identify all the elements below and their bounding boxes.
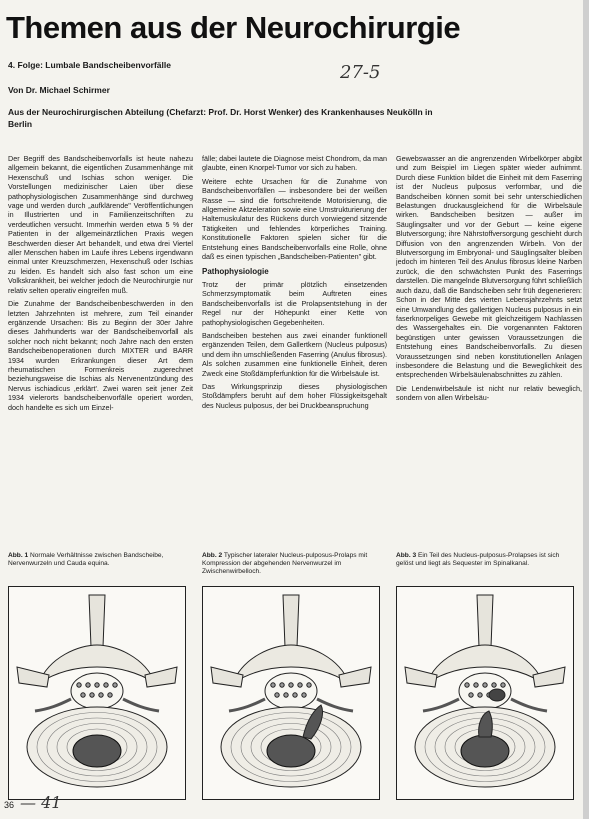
nerve-root	[35, 699, 71, 711]
spinous-process	[283, 595, 299, 647]
cauda-equina-fiber	[113, 683, 117, 687]
cauda-equina-fiber	[81, 693, 85, 697]
cauda-equina-fiber	[465, 683, 469, 687]
figure-caption-text: Normale Verhältnisse zwischen Bandscheibe, Nervenwurzeln und Cauda equina.	[8, 552, 164, 568]
transverse-process	[211, 667, 243, 687]
figure-label: Abb. 2	[202, 552, 223, 559]
paragraph: fälle; dabei lautete die Diagnose meist Chondrom, da man glaubte, einen Knorpel-Tumor vor sich zu haben.	[202, 154, 387, 173]
paragraph: Bandscheiben bestehen aus zwei einander funktionell ergänzenden Teilen, dem Gallertkern (Nucleus pulposus) und dem ihn umschließenden Faserring (Anulus fibrosus). Als solchen zusammen eine funktionelle Einheit, deren Zweck eine Stoßdämpferfunktion für die Wirbelsäule ist.	[202, 330, 387, 378]
nerve-root	[123, 699, 159, 711]
cauda-equina-fiber	[95, 683, 99, 687]
vertebra-drawing	[9, 587, 185, 799]
transverse-process	[533, 667, 565, 687]
paragraph: Weitere echte Ursachen für die Zunahme von Bandscheibenvorfällen — insbesondere bei der weißen Rasse — sind die fortschreitende Motorisierung, die allgemeine Aktzeleration sowie eine Umstrukturierung der Haltemuskulatur des Rückens durch vorwiegend sitzende Tätigkeiten und fehlendes körperliches Training. Konstitutionelle Faktoren spielen sicher für die Entstehung eines Bandscheibenvorfalls eine Rolle, ohne daß es einen typischen „Bandscheiben-Patienten" gibt.	[202, 176, 387, 262]
transverse-process	[145, 667, 177, 687]
figure-1	[8, 552, 188, 800]
nucleus-pulposus	[461, 735, 509, 767]
cauda-equina-fiber	[298, 683, 302, 687]
cauda-equina-fiber	[104, 683, 108, 687]
cauda-equina-fiber	[284, 693, 288, 697]
paragraph: Gewebswasser an die angrenzenden Wirbelkörper abgibt und zum Beispiel im Liegen später wieder aufnimmt. Durch diese Funktion bildet die Einheit mit dem Faserring ist der Nucleus pulposus verformbar, und die Bandscheiben können somit bei sehr unterschiedlichen Belastungen druckausgleichend für die Wirbelsäule wirken. Bandscheiben besitzen — außer im Säuglingsalter und vor der Geburt — keine eigene Blutversorgung; ihre Nährstoffversorgung geschieht durch Diffusion von den angrenzenden Wirbeln. Von der Blutversorgung im Embryonal- und Säuglingsalter bleiben jedoch im hinteren Teil des Anulus fibrosus kleine Narben zurück, die den schwächsten Punkt des Faserrings darstellen. Die mangelnde Blutversorgung führt schließlich auch dazu, daß die Bandscheiben sehr früh degenerieren: Schon in der Mitte des vierten Lebensjahrzehnts setzt eine Umwandlung des gallertigen Nucleus pulposus in ein faserknorpeliges Gewebe mit gleichzeitigem Nachlassen des Wassergehaltes ein. Die vorgenannten Faktoren begünstigen unter gewissen Voraussetzungen die Entstehung eines Bandscheibenvorfalls. Zu diesen Voraussetzungen sind neben konstitutionellen Anlagen insbesondere die Belastung und die Beweglichkeit des entsprechenden Wirbelsäulenabschnittes zu zählen.	[396, 154, 582, 380]
nucleus-pulposus	[267, 735, 315, 767]
author-line: Von Dr. Michael Schirmer	[8, 85, 110, 95]
figure-3	[396, 552, 576, 800]
cauda-equina-fiber	[77, 683, 81, 687]
handwritten-note: 27-5	[340, 62, 381, 83]
spinous-process	[477, 595, 493, 647]
figure-caption-text: Typischer lateraler Nucleus-pulposus-Prolaps mit Kompression der abgehenden Nervenwurzel im Zwischenwirbelloch.	[202, 552, 368, 576]
page-number: 36	[4, 800, 15, 810]
nucleus-pulposus	[73, 735, 121, 767]
cauda-equina-fiber	[469, 693, 473, 697]
cauda-equina-fiber	[275, 693, 279, 697]
paragraph: Die Zunahme der Bandscheibenbeschwerden in den letzten Jahrzehnten ist mehrere, zum Teil einander ergänzende Ursachen: Bis zu Beginn der 30er Jahre dieses Jahrhunderts war der Bandscheibenvorfall als solcher noch nicht bekannt; noch Jahre nach den ersten Bandscheibenoperationen durch MIXTER und BARR 1934 wurden Erkrankungen dieser Art dem rheumatischen Formenkreis zugerechnet beziehungsweise die Ischias als Nervenentzündung des Nervus ischiadicus ‚erklärt'. Zwei waren seit jener Zeit 1934 vielerorts bandscheibenvorfälle operiert worden, doch handelte es sich um Einzel-	[8, 299, 193, 412]
spine-illustration	[8, 586, 186, 800]
cauda-equina-fiber	[108, 693, 112, 697]
cauda-equina-fiber	[280, 683, 284, 687]
vertebra-drawing	[397, 587, 573, 799]
text-column-1	[8, 154, 193, 526]
figure-caption	[202, 552, 382, 586]
sequester	[489, 689, 505, 701]
cauda-equina-fiber	[478, 693, 482, 697]
spinous-process	[89, 595, 105, 647]
paragraph: Trotz der primär plötzlich einsetzenden Schmerzsymptomatik beim Auftreten eines Bandscheibenvorfalls ist die Prolapsentstehung in der Regel nur der Höhepunkt einer Kette von pathophysiologischen Gegebenheiten.	[202, 279, 387, 327]
transverse-process	[405, 667, 437, 687]
article-title: Themen aus der Neurochirurgie	[6, 10, 461, 45]
section-heading: Pathophysiologie	[202, 267, 269, 277]
cauda-equina-fiber	[271, 683, 275, 687]
paragraph: Das Wirkungsprinzip dieses physiologischen Stoßdämpfers beruht auf dem hoher Flüssigkeitsgehalt des Nucleus pulposus, der bei Druckbeanspruchung	[202, 381, 387, 410]
cauda-equina-fiber	[90, 693, 94, 697]
handwritten-page-mark: — 41	[20, 793, 62, 812]
figure-2	[202, 552, 382, 800]
spinal-canal	[265, 673, 317, 709]
cauda-equina-fiber	[293, 693, 297, 697]
nerve-root	[423, 699, 459, 711]
series-subtitle: 4. Folge: Lumbale Bandscheibenvorfälle	[8, 60, 171, 70]
figure-label: Abb. 1	[8, 552, 29, 559]
cauda-equina-fiber	[99, 693, 103, 697]
cauda-equina-fiber	[474, 683, 478, 687]
nerve-root	[229, 699, 265, 711]
spine-illustration	[202, 586, 380, 800]
spine-illustration	[396, 586, 574, 800]
figure-caption	[396, 552, 576, 586]
vertebra-drawing	[203, 587, 379, 799]
text-column-2	[202, 154, 387, 526]
cauda-equina-fiber	[86, 683, 90, 687]
figure-caption	[8, 552, 188, 586]
figure-label: Abb. 3	[396, 552, 417, 559]
cauda-equina-fiber	[492, 683, 496, 687]
nerve-root	[511, 699, 547, 711]
affiliation: Aus der Neurochirurgischen Abteilung (Chefarzt: Prof. Dr. Horst Wenker) des Krankenhauses Neukölln in Berlin	[8, 107, 433, 129]
cauda-equina-fiber	[302, 693, 306, 697]
cauda-equina-fiber	[501, 683, 505, 687]
cauda-equina-fiber	[307, 683, 311, 687]
spinal-canal	[71, 673, 123, 709]
figure-caption-text: Ein Teil des Nucleus-pulposus-Prolapses ist sich gelöst und liegt als Sequester im Spinalkanal.	[396, 552, 560, 568]
scan-edge	[583, 0, 589, 819]
cauda-equina-fiber	[483, 683, 487, 687]
paragraph: Die Lendenwirbelsäule ist nicht nur relativ beweglich, sondern von allen Wirbelsäu-	[396, 383, 582, 403]
cauda-equina-fiber	[289, 683, 293, 687]
paragraph: Der Begriff des Bandscheibenvorfalls ist heute nahezu allgemein bekannt, die eigentlichen Zusammenhänge mit Hexenschuß und Ischias schon weniger. Die Vorstellungen medizinischer Laien über diese pathophysiologischen Zusammenhänge sind durchweg vage und werden durch „aufklärende" Veröffentlichungen in Illustrierten und in Familienzeitschriften zu verdeutlichen versucht. Immerhin werden etwa 5 % der Patienten in der allgemeinärztlichen Praxis wegen Beschwerden dieser Art behandelt, und etwa drei Viertel aller Menschen haben im Laufe ihres Lebens irgendwann einmal unter Kreuzschmerzen, Hexenschuß oder Ischias zu leiden. Es handelt sich also fast schon um eine Volkskrankheit, bei welcher jedoch die Neurochirurgie nur relativ selten operativ eingreifen muß.	[8, 154, 193, 295]
transverse-process	[339, 667, 371, 687]
text-column-3	[396, 154, 582, 526]
transverse-process	[17, 667, 49, 687]
